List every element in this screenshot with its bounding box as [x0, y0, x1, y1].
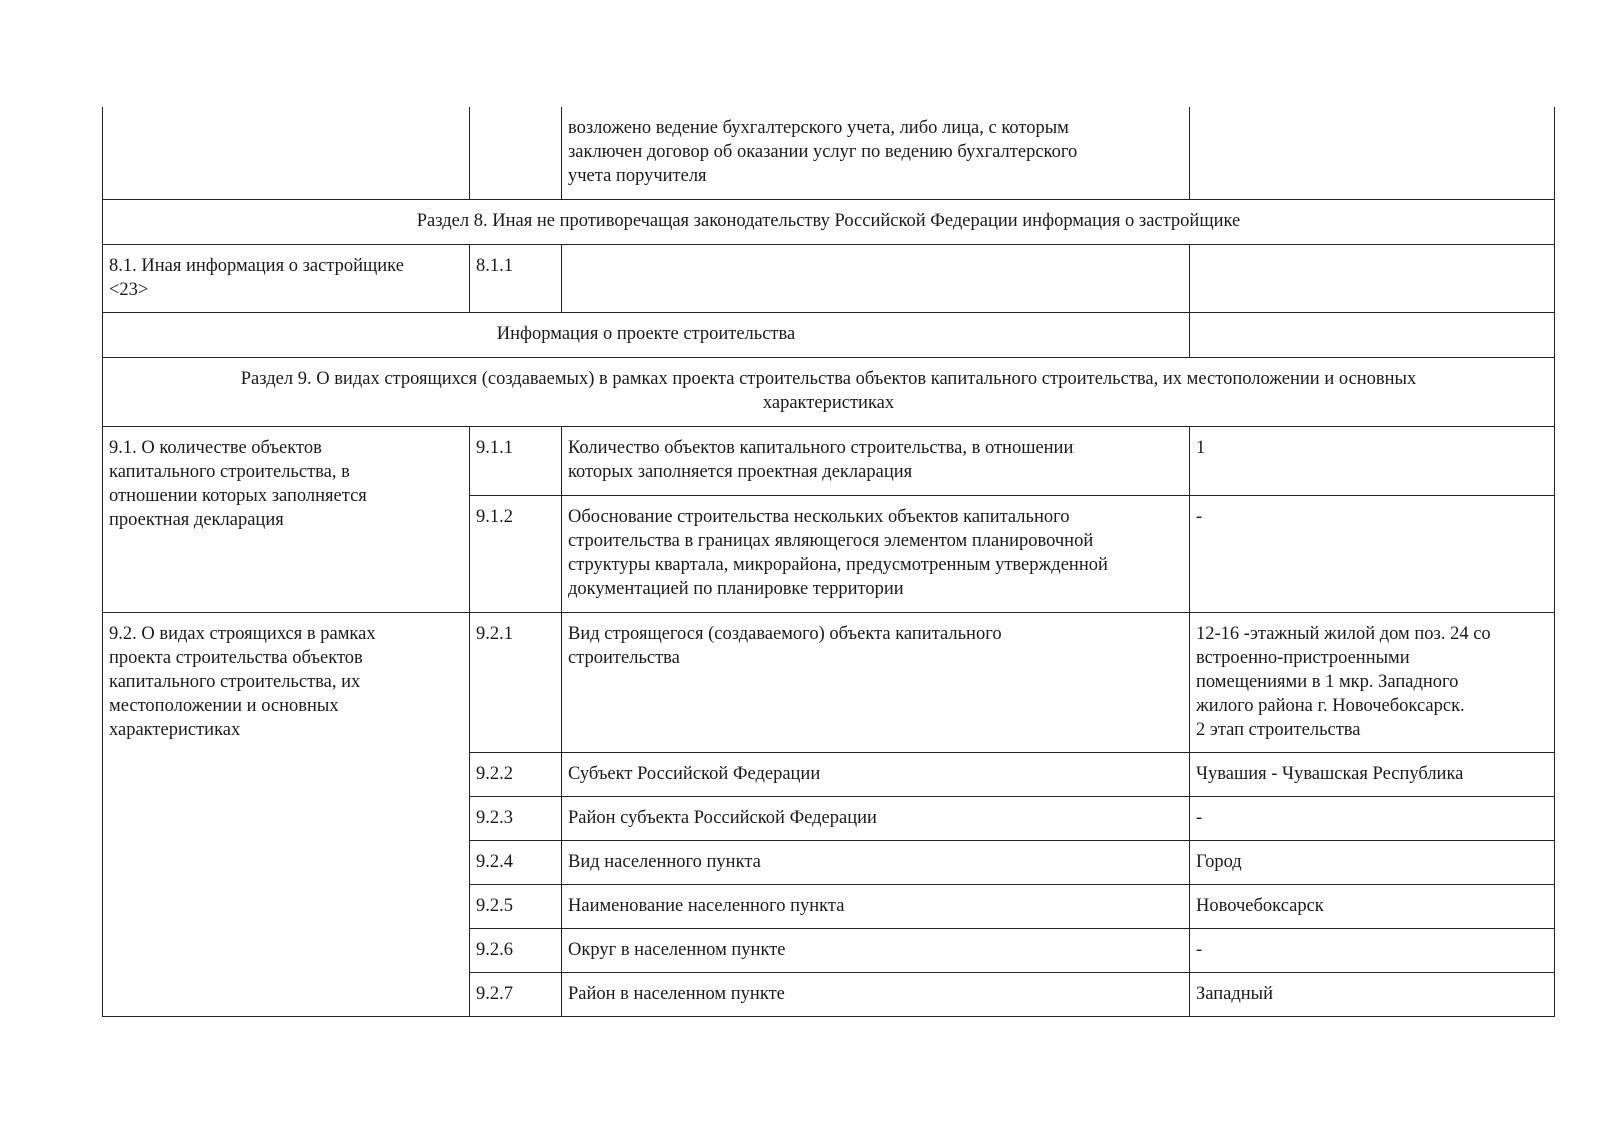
row-description: Обоснование строительства нескольких объектов капитального строительства в границах являющегося элементом планировочной структуры квартала, микрорайона, предусмотренным утвержденной документацией по планировке территории [562, 495, 1190, 612]
section8-header-row [103, 199, 1555, 244]
continuation-label-cell [103, 107, 470, 199]
table-row [103, 612, 1555, 752]
row-description: Наименование населенного пункта [562, 884, 1190, 928]
row-description: Район субъекта Российской Федерации [562, 796, 1190, 840]
item-8-1-description [562, 244, 1190, 312]
item-8-1-label: 8.1. Иная информация о застройщике <23> [103, 244, 470, 312]
group-9-1-label: 9.1. О количестве объектов капитального строительства, в отношении которых заполняется проектная декларация [103, 426, 470, 612]
continuation-value-cell [1190, 107, 1555, 199]
group-9-2-label: 9.2. О видах строящихся в рамках проекта строительства объектов капитального строительства, их местоположении и основных характеристиках [103, 612, 470, 1016]
item-8-1-value [1190, 244, 1555, 312]
section9-title: Раздел 9. О видах строящихся (создаваемых) в рамках проекта строительства объектов капитального строительства, их местоположении и основных характеристиках [103, 357, 1555, 426]
row-description: Вид населенного пункта [562, 840, 1190, 884]
row-code: 9.2.5 [470, 884, 562, 928]
section8-title: Раздел 8. Иная не противоречащая законодательству Российской Федерации информация о застройщике [103, 199, 1555, 244]
row-value: - [1190, 796, 1555, 840]
item-8-1-code: 8.1.1 [470, 244, 562, 312]
row-code: 9.2.4 [470, 840, 562, 884]
row-value: Город [1190, 840, 1555, 884]
row-description: Субъект Российской Федерации [562, 752, 1190, 796]
table-row [103, 426, 1555, 495]
row-value: - [1190, 495, 1555, 612]
row-code: 9.2.2 [470, 752, 562, 796]
row-description: Вид строящегося (создаваемого) объекта капитального строительства [562, 612, 1190, 752]
project-info-value [1190, 312, 1555, 357]
row-code: 9.1.2 [470, 495, 562, 612]
row-value: - [1190, 928, 1555, 972]
continuation-text: возложено ведение бухгалтерского учета, либо лица, с которым заключен договор об оказании услуг по ведению бухгалтерского учета поручителя [562, 107, 1190, 199]
row-value: Чувашия - Чувашская Республика [1190, 752, 1555, 796]
row-value: Новочебоксарск [1190, 884, 1555, 928]
project-info-row [103, 312, 1555, 357]
row-value: 1 [1190, 426, 1555, 495]
declaration-table [102, 107, 1555, 1017]
row-description: Район в населенном пункте [562, 972, 1190, 1016]
row-description: Количество объектов капитального строительства, в отношении которых заполняется проектная декларация [562, 426, 1190, 495]
row-code: 9.1.1 [470, 426, 562, 495]
row-description: Округ в населенном пункте [562, 928, 1190, 972]
row-code: 9.2.3 [470, 796, 562, 840]
row-value: 12-16 -этажный жилой дом поз. 24 со встроенно-пристроенными помещениями в 1 мкр. Западного жилого района г. Новочебоксарск. 2 этап строительства [1190, 612, 1555, 752]
row-code: 9.2.7 [470, 972, 562, 1016]
continuation-code-cell [470, 107, 562, 199]
section9-header-row [103, 357, 1555, 426]
row-code: 9.2.1 [470, 612, 562, 752]
project-info-title: Информация о проекте строительства [103, 312, 1190, 357]
row-value: Западный [1190, 972, 1555, 1016]
table-row [103, 244, 1555, 312]
row-code: 9.2.6 [470, 928, 562, 972]
continuation-row [103, 107, 1555, 199]
